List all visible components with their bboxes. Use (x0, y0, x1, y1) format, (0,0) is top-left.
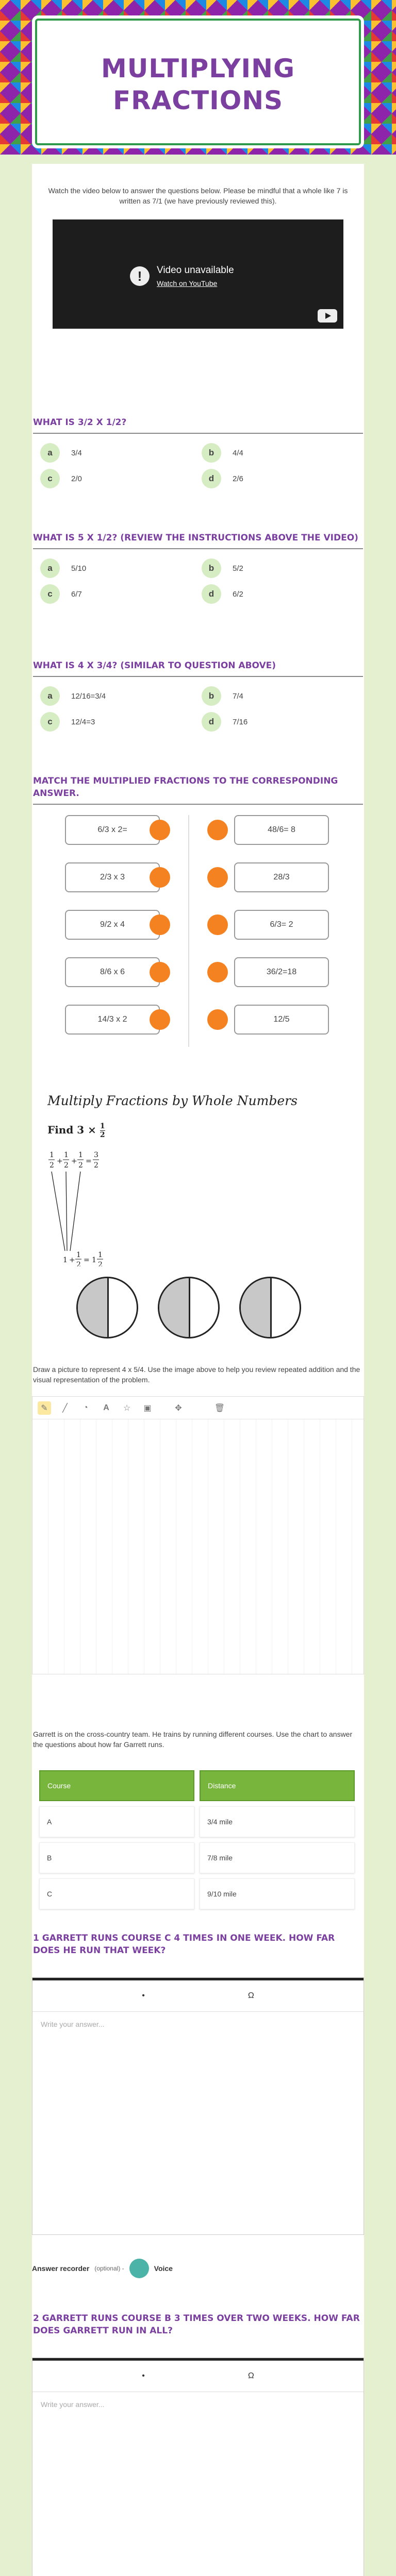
table-header: Course (39, 1770, 194, 1801)
svg-text:2: 2 (76, 1261, 81, 1266)
watch-on-youtube-link[interactable]: Watch on YouTube (157, 279, 218, 287)
question-text: WHAT IS 4 X 3/4? (SIMILAR TO QUESTION ABOVE) (33, 660, 276, 671)
svg-text:+: + (71, 1157, 77, 1165)
option-d[interactable]: d 6/2 (202, 584, 363, 604)
match-connector[interactable] (207, 962, 228, 982)
answer-box[interactable] (32, 2358, 364, 2576)
question-garrett-1 (32, 1932, 364, 1957)
match-right-item[interactable]: 12/5 (234, 1005, 329, 1035)
video-unavailable-text: Video unavailable (157, 265, 234, 276)
match-connector[interactable] (207, 1009, 228, 1030)
svg-text:2: 2 (98, 1261, 103, 1266)
svg-text:1: 1 (50, 1151, 54, 1159)
svg-text:1: 1 (78, 1151, 83, 1159)
half-circle-shape (76, 1277, 138, 1338)
illustration-caption: Multiply Fractions by Whole Numbers (47, 1093, 298, 1108)
addition-diagram (47, 1148, 161, 1266)
svg-text:1: 1 (92, 1256, 96, 1264)
svg-text:2: 2 (64, 1161, 69, 1170)
line-icon[interactable]: ╱ (62, 1403, 68, 1413)
table-row: C 9/10 mile (39, 1878, 355, 1909)
match-connector[interactable] (150, 1009, 170, 1030)
omega-icon[interactable]: Ω (248, 2371, 254, 2380)
match-connector[interactable] (207, 867, 228, 888)
match-connector[interactable] (207, 914, 228, 935)
video-instructions: Watch the video below to answer the questions below. Please be mindful that a whole like 7 is written as 7/1 (we have previously reviewed this). (48, 187, 348, 205)
answer-recorder: Answer recorder (optional) - Voice (32, 2259, 173, 2278)
question-garrett-2 (32, 2312, 364, 2337)
option-b[interactable]: b 7/4 (202, 686, 363, 706)
move-icon[interactable]: ✥ (175, 1403, 182, 1413)
match-connector[interactable] (207, 820, 228, 840)
shape-icon[interactable]: ◔ (83, 1403, 88, 1412)
bullet-icon[interactable]: • (142, 1991, 145, 2000)
match-left-item[interactable]: 6/3 x 2= (65, 815, 160, 845)
trash-icon[interactable]: 🗑 (214, 1403, 225, 1413)
draw-prompt: Draw a picture to represent 4 x 5/4. Use the image above to help you review repeated addition and the visual representation of the problem. (33, 1365, 360, 1384)
matching-area (32, 815, 364, 1052)
option-a[interactable]: a 12/16=3/4 (40, 686, 202, 706)
option-c[interactable]: c 6/7 (40, 584, 202, 604)
worksheet (32, 164, 364, 2576)
svg-text:+: + (57, 1157, 63, 1165)
answer-toolbar (32, 1978, 364, 2012)
match-left-item[interactable]: 2/3 x 3 (65, 862, 160, 892)
question-text: WHAT IS 3/2 X 1/2? (33, 417, 127, 428)
math-illustration (32, 1081, 364, 1349)
title-banner (35, 19, 361, 145)
option-b[interactable]: b 4/4 (202, 443, 363, 463)
match-left-item[interactable]: 14/3 x 2 (65, 1005, 160, 1035)
match-left-item[interactable]: 9/2 x 4 (65, 910, 160, 940)
omega-icon[interactable]: Ω (248, 1991, 254, 2000)
question-text: MATCH THE MULTIPLIED FRACTIONS TO THE CORRESPONDING ANSWER. (33, 776, 338, 799)
svg-text:+: + (69, 1256, 75, 1264)
match-connector[interactable] (150, 914, 170, 935)
question-text: 1 GARRETT RUNS COURSE C 4 TIMES IN ONE WEEK. HOW FAR DOES HE RUN THAT WEEK? (33, 1933, 335, 1956)
match-right-item[interactable]: 28/3 (234, 862, 329, 892)
half-circle-shape (239, 1277, 301, 1338)
match-connector[interactable] (150, 962, 170, 982)
option-c[interactable]: c 12/4=3 (40, 712, 202, 732)
svg-text:2: 2 (50, 1161, 54, 1170)
svg-text:1: 1 (63, 1256, 68, 1264)
half-circle-shape (158, 1277, 220, 1338)
option-a[interactable]: a 5/10 (40, 558, 202, 578)
table-row: B 7/8 mile (39, 1842, 355, 1873)
svg-text:1: 1 (64, 1151, 69, 1159)
youtube-icon[interactable] (318, 309, 337, 323)
page-title: MULTIPLYING FRACTIONS (101, 54, 295, 115)
star-icon[interactable]: ☆ (123, 1403, 131, 1413)
match-right-item[interactable]: 48/6= 8 (234, 815, 329, 845)
option-d[interactable]: d 7/16 (202, 712, 363, 732)
pencil-icon[interactable]: ✎ (38, 1401, 51, 1415)
question-1 (32, 416, 364, 488)
option-a[interactable]: a 3/4 (40, 443, 202, 463)
svg-text:1: 1 (76, 1251, 81, 1259)
match-right-item[interactable]: 6/3= 2 (234, 910, 329, 940)
drawing-canvas[interactable] (32, 1396, 364, 1674)
option-c[interactable]: c 2/0 (40, 469, 202, 488)
match-connector[interactable] (150, 820, 170, 840)
match-left-item[interactable]: 8/6 x 6 (65, 957, 160, 987)
question-3 (32, 659, 364, 732)
match-connector[interactable] (150, 867, 170, 888)
alert-icon: ! (130, 266, 150, 286)
video-player[interactable] (53, 219, 343, 329)
answer-box[interactable] (32, 1977, 364, 2235)
matching-question (32, 775, 364, 805)
svg-text:=: = (84, 1256, 90, 1264)
svg-text:1: 1 (98, 1251, 103, 1259)
video-section (32, 185, 364, 206)
find-text: Find 3 × $\frac{1}{2}$ (47, 1122, 105, 1139)
answer-toolbar (32, 2358, 364, 2392)
answer-input[interactable]: Write your answer... (41, 2020, 105, 2028)
table-row: A 3/4 mile (39, 1806, 355, 1837)
image-icon[interactable]: ▣ (143, 1403, 152, 1413)
question-text: WHAT IS 5 X 1/2? (REVIEW THE INSTRUCTIONS ABOVE THE VIDEO) (33, 533, 358, 543)
garrett-intro: Garrett is on the cross-country team. He trains by running different courses. Use the chart to answer the questions about how far Garrett runs. (33, 1730, 353, 1749)
option-d[interactable]: d 2/6 (202, 469, 363, 488)
question-2 (32, 532, 364, 604)
answer-input[interactable]: Write your answer... (41, 2400, 105, 2409)
svg-text:3: 3 (94, 1151, 98, 1159)
svg-text:2: 2 (78, 1161, 83, 1170)
text-icon[interactable]: A (103, 1403, 109, 1412)
distance-table (34, 1765, 360, 1914)
svg-text:2: 2 (94, 1161, 98, 1170)
voice-record-button[interactable] (129, 2259, 149, 2278)
match-right-item[interactable]: 36/2=18 (234, 957, 329, 987)
table-header: Distance (200, 1770, 355, 1801)
drawing-toolbar (32, 1397, 364, 1419)
question-text: 2 GARRETT RUNS COURSE B 3 TIMES OVER TWO WEEKS. HOW FAR DOES GARRETT RUN IN ALL? (33, 2313, 360, 2336)
bullet-icon[interactable]: • (142, 2371, 145, 2380)
option-b[interactable]: b 5/2 (202, 558, 363, 578)
svg-text:=: = (86, 1157, 92, 1165)
